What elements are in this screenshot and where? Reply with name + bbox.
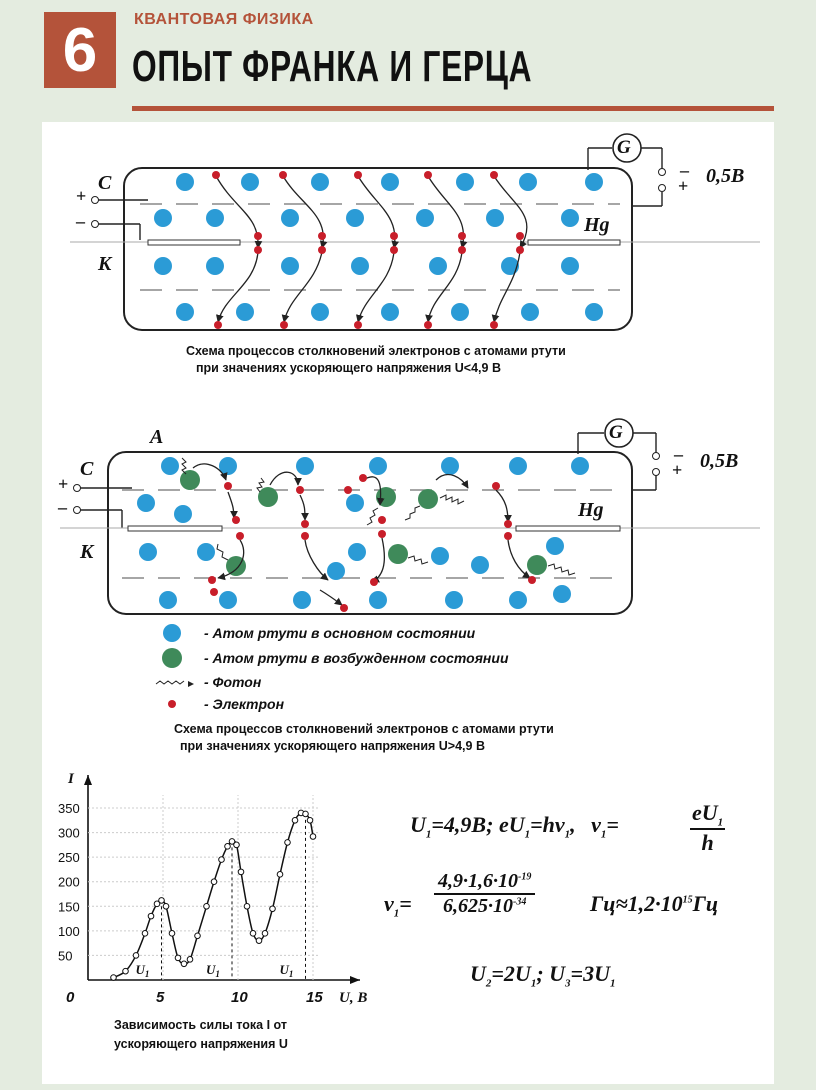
legend-electron-label: - Электрон bbox=[204, 696, 285, 712]
legend-photon-label: - Фотон bbox=[204, 674, 262, 690]
chart-peak-marker-label: $U_1$ bbox=[206, 962, 220, 979]
diagram1-ground-atoms bbox=[154, 173, 603, 321]
diagram1-electrons bbox=[212, 171, 524, 329]
formula-line1: $U_1=4,9В$; $eU_1=h\nu_1$, $\nu_1=$ bbox=[410, 812, 619, 841]
formula-line2-rhs: $Гц\approx 1,2\cdot 10^{15}Гц$ bbox=[590, 891, 719, 916]
chart-y-label: I bbox=[68, 771, 74, 787]
diagram1-minus-right: – bbox=[680, 160, 689, 180]
subject-label: КВАНТОВАЯ ФИЗИКА bbox=[134, 11, 314, 28]
diagram1-electron-paths bbox=[216, 176, 527, 322]
diagram1-caption-line1: Схема процессов столкновений электронов с атомами ртути bbox=[186, 344, 566, 358]
chart-y-tick-label: 100 bbox=[58, 923, 80, 939]
diagram1-caption-line2: при значениях ускоряющего напряжения U<4,9 В bbox=[196, 361, 501, 375]
diagram2-electrons bbox=[208, 474, 536, 612]
chart-y-tick-label: 350 bbox=[58, 801, 80, 816]
page-title: ОПЫТ ФРАНКА И ГЕРЦА bbox=[132, 42, 533, 91]
chart-y-tick-label: 150 bbox=[58, 899, 80, 915]
diagram2-minus-right: – bbox=[674, 444, 683, 464]
diagram2-label-k: K bbox=[80, 541, 94, 563]
chart-x-tick-label: 15 bbox=[306, 989, 323, 1006]
diagram1-voltage: 0,5В bbox=[706, 165, 745, 187]
formula-fraction2: $4,9\cdot 1,6\cdot 10^{-19}$ $6,625\cdot 10^{-34}$ bbox=[434, 870, 535, 918]
section-number-text: 6 bbox=[62, 15, 98, 85]
diagram2-label-g: G bbox=[609, 422, 623, 443]
chart-peak-marker-label: $U_1$ bbox=[135, 962, 150, 979]
chart-x-tick-label: 10 bbox=[231, 989, 248, 1006]
diagram2-plus: + bbox=[58, 474, 69, 494]
diagram1-label-c: C bbox=[98, 172, 112, 194]
diagram1-label-hg: Hg bbox=[584, 214, 610, 236]
chart-x-tick-label: 5 bbox=[156, 989, 165, 1006]
diagram2-caption-line1: Схема процессов столкновений электронов с атомами ртути bbox=[174, 722, 554, 736]
chart-peak-marker-label: $U_1$ bbox=[279, 962, 294, 979]
legend-excited-label: - Атом ртути в возбужденном состоянии bbox=[204, 650, 509, 666]
formula-line3: $U_2=2U_1$; $U_3=3U_1$ bbox=[470, 961, 616, 990]
diagram1-label-k: K bbox=[98, 253, 112, 275]
chart-y-tick-label: 50 bbox=[58, 948, 73, 964]
chart-y-tick-label: 200 bbox=[58, 874, 80, 890]
diagram1-plus: + bbox=[76, 186, 87, 206]
chart-y-tick-label: 250 bbox=[58, 850, 80, 866]
chart-x-tick-label: 0 bbox=[66, 989, 75, 1006]
diagram2-caption-line2: при значениях ускоряющего напряжения U>4,9 В bbox=[180, 739, 485, 753]
diagram2-minus: – bbox=[58, 497, 67, 517]
chart-caption-line2: ускоряющего напряжения U bbox=[114, 1037, 288, 1051]
diagram2-label-c: C bbox=[80, 458, 94, 480]
diagram2-voltage: 0,5В bbox=[700, 450, 739, 472]
diagram1-minus: – bbox=[76, 211, 85, 231]
diagram1-tube bbox=[70, 134, 760, 330]
diagram2-plus-right: + bbox=[672, 460, 683, 480]
chart-caption-line1: Зависимость силы тока I от bbox=[114, 1018, 287, 1032]
diagram1-plus-right: + bbox=[678, 176, 689, 196]
diagram2-label-hg: Hg bbox=[578, 499, 604, 521]
legend-ground-label: - Атом ртути в основном состоянии bbox=[204, 625, 476, 641]
diagram1-label-g: G bbox=[617, 137, 631, 158]
chart-x-label: U, В bbox=[339, 990, 368, 1006]
formula-fraction1: $eU_1$ h bbox=[692, 800, 724, 856]
formula-line2-lhs: $\nu_1=$ bbox=[384, 891, 412, 920]
chart-y-tick-label: 300 bbox=[58, 825, 80, 841]
diagram2-label-a: A bbox=[150, 426, 164, 448]
